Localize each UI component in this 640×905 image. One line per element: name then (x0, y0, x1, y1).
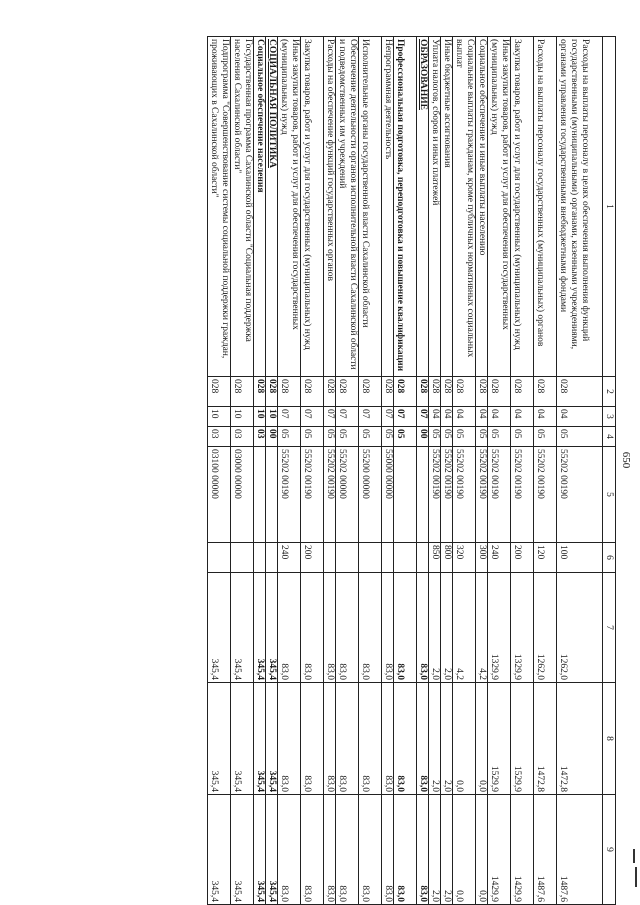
amount-cell-col7: 345,4 (208, 573, 231, 683)
table-row (266, 37, 278, 905)
expense-type-cell: 100 (557, 543, 603, 573)
amount-cell-col8: 345,4 (231, 683, 254, 795)
target-article-cell: 55202 00190 (324, 447, 336, 543)
expense-type-cell (382, 543, 394, 573)
expense-type-cell (208, 543, 231, 573)
target-article-cell: 55202 00000 (336, 447, 359, 543)
target-article-cell: 55000 00000 (382, 447, 394, 543)
amount-cell-col9: 2,0 (429, 795, 441, 905)
subsection-cell: 05 (534, 427, 557, 447)
table-row (453, 37, 476, 905)
amount-cell-col8: 83,0 (301, 683, 324, 795)
target-article-cell (394, 447, 417, 543)
section-cell: 04 (453, 407, 476, 427)
target-article-cell: 03000 00000 (231, 447, 254, 543)
header-row (603, 37, 616, 905)
target-article-cell: 55202 00190 (488, 447, 511, 543)
row-name-text: СОЦИАЛЬНАЯ ПОЛИТИКА (267, 39, 277, 168)
admin-code-cell: 028 (359, 377, 382, 407)
amount-cell-col8: 83,0 (382, 683, 394, 795)
subsection-cell: 03 (208, 427, 231, 447)
section-cell: 04 (557, 407, 603, 427)
section-cell: 04 (511, 407, 534, 427)
expense-type-cell: 120 (534, 543, 557, 573)
table-row (557, 37, 603, 905)
amount-cell-col8: 83,0 (278, 683, 301, 795)
amount-cell-col8: 83,0 (417, 683, 429, 795)
admin-code-cell: 028 (254, 377, 266, 407)
expense-type-cell: 300 (476, 543, 488, 573)
target-article-cell: 55202 00190 (511, 447, 534, 543)
subsection-cell: 05 (301, 427, 324, 447)
target-article-cell: 55202 00190 (534, 447, 557, 543)
target-article-cell (417, 447, 429, 543)
amount-cell-col8: 345,4 (254, 683, 266, 795)
expense-type-cell: 240 (278, 543, 301, 573)
row-name-text: Непрограммная деятельность (383, 39, 393, 160)
section-cell: 07 (278, 407, 301, 427)
amount-cell-col9: 83,0 (336, 795, 359, 905)
amount-cell-col9: 345,4 (266, 795, 278, 905)
expense-type-cell (324, 543, 336, 573)
table-row (382, 37, 394, 905)
amount-cell-col8: 83,0 (324, 683, 336, 795)
section-cell: 07 (382, 407, 394, 427)
row-name-text: Подпрограмма "Совершенствование системы социальной поддержки граждан, проживающих в Сахалинской области" (209, 39, 230, 359)
row-name-text: Профессиональная подготовка, переподготовка и повышение квалификации (395, 39, 405, 372)
section-cell: 10 (266, 407, 278, 427)
table-row (429, 37, 441, 905)
amount-cell-col9: 345,4 (231, 795, 254, 905)
table-row (394, 37, 417, 905)
section-cell: 10 (254, 407, 266, 427)
table-row (476, 37, 488, 905)
admin-code-cell: 028 (429, 377, 441, 407)
admin-code-cell: 028 (382, 377, 394, 407)
expense-type-cell: 200 (511, 543, 534, 573)
table-row (511, 37, 534, 905)
amount-cell-col7: 83,0 (382, 573, 394, 683)
amount-cell-col7: 345,4 (254, 573, 266, 683)
amount-cell-col7: 83,0 (336, 573, 359, 683)
subsection-cell: 05 (359, 427, 382, 447)
table-row (208, 37, 231, 905)
amount-cell-col7: 2,0 (441, 573, 453, 683)
row-name-cell (488, 37, 511, 377)
target-article-cell (254, 447, 266, 543)
row-name-cell (476, 37, 488, 377)
admin-code-cell: 028 (557, 377, 603, 407)
expense-type-cell: 240 (488, 543, 511, 573)
section-cell: 10 (231, 407, 254, 427)
target-article-cell: 03100 00000 (208, 447, 231, 543)
amount-cell-col7: 83,0 (278, 573, 301, 683)
row-name-text: Расходы на выплаты персоналу государственных (муниципальных) органов (535, 39, 545, 347)
target-article-cell: 55202 00190 (278, 447, 301, 543)
section-cell: 07 (324, 407, 336, 427)
row-name-cell (324, 37, 336, 377)
row-name-text: Социальные выплаты гражданам, кроме публичных нормативных социальных выплат (454, 39, 475, 358)
amount-cell-col9: 1429,9 (511, 795, 534, 905)
section-cell: 04 (441, 407, 453, 427)
amount-cell-col7: 4,2 (453, 573, 476, 683)
table-row (441, 37, 453, 905)
expense-type-cell (254, 543, 266, 573)
amount-cell-col9: 83,0 (324, 795, 336, 905)
amount-cell-col9: 345,4 (208, 795, 231, 905)
amount-cell-col9: 1487,6 (557, 795, 603, 905)
admin-code-cell: 028 (394, 377, 417, 407)
column-header: 1 (603, 37, 616, 377)
subsection-cell: 03 (231, 427, 254, 447)
budget-table (207, 36, 616, 905)
table-row (336, 37, 359, 905)
subsection-cell: 05 (511, 427, 534, 447)
row-name-cell (453, 37, 476, 377)
row-name-cell (208, 37, 231, 377)
amount-cell-col9: 83,0 (359, 795, 382, 905)
admin-code-cell: 028 (534, 377, 557, 407)
subsection-cell: 05 (557, 427, 603, 447)
admin-code-cell: 028 (441, 377, 453, 407)
admin-code-cell: 028 (266, 377, 278, 407)
subsection-cell: 00 (417, 427, 429, 447)
expense-type-cell (266, 543, 278, 573)
row-name-text: Социальное обеспечение населения (255, 39, 265, 193)
admin-code-cell: 028 (324, 377, 336, 407)
row-name-text: ОБРАЗОВАНИЕ (418, 39, 428, 110)
row-name-text: Исполнительные органы государственной власти Сахалинской области (360, 39, 370, 328)
amount-cell-col7: 1262,0 (557, 573, 603, 683)
column-header: 6 (603, 543, 616, 573)
row-name-cell (511, 37, 534, 377)
amount-cell-col8: 1472,8 (557, 683, 603, 795)
subsection-cell: 05 (382, 427, 394, 447)
target-article-cell: 55202 00190 (429, 447, 441, 543)
expense-type-cell (231, 543, 254, 573)
amount-cell-col9: 0,0 (453, 795, 476, 905)
row-name-text: Обеспечение деятельности органов исполнительной власти Сахалинской области и подведомственных им учреждений (337, 39, 358, 370)
admin-code-cell: 028 (231, 377, 254, 407)
amount-cell-col7: 345,4 (266, 573, 278, 683)
table-row (301, 37, 324, 905)
target-article-cell: 55200 00000 (359, 447, 382, 543)
row-name-cell (336, 37, 359, 377)
subsection-cell: 03 (254, 427, 266, 447)
amount-cell-col7: 83,0 (324, 573, 336, 683)
row-name-text: Иные закупки товаров, работ и услуг для обеспечения государственных (муниципальных) нужд (489, 39, 510, 330)
target-article-cell: 55202 00190 (301, 447, 324, 543)
amount-cell-col9: 83,0 (394, 795, 417, 905)
amount-cell-col7: 83,0 (417, 573, 429, 683)
expense-type-cell (417, 543, 429, 573)
section-cell: 07 (301, 407, 324, 427)
row-name-cell (278, 37, 301, 377)
subsection-cell: 05 (429, 427, 441, 447)
amount-cell-col9: 83,0 (278, 795, 301, 905)
table-row (359, 37, 382, 905)
amount-cell-col8: 83,0 (359, 683, 382, 795)
row-name-cell (254, 37, 266, 377)
row-name-text: Расходы на обеспечение функций государственных органов (325, 39, 335, 281)
target-article-cell: 55202 00190 (476, 447, 488, 543)
column-header: 5 (603, 447, 616, 543)
table-body (208, 37, 616, 905)
amount-cell-col8: 83,0 (394, 683, 417, 795)
table-row (278, 37, 301, 905)
admin-code-cell: 028 (488, 377, 511, 407)
row-name-cell (441, 37, 453, 377)
column-header: 9 (603, 795, 616, 905)
amount-cell-col9: 83,0 (382, 795, 394, 905)
subsection-cell: 05 (453, 427, 476, 447)
subsection-cell: 05 (488, 427, 511, 447)
admin-code-cell: 028 (301, 377, 324, 407)
admin-code-cell: 028 (208, 377, 231, 407)
amount-cell-col7: 2,0 (429, 573, 441, 683)
admin-code-cell: 028 (476, 377, 488, 407)
admin-code-cell: 028 (511, 377, 534, 407)
page-number: 650 (620, 451, 632, 469)
column-header: 4 (603, 427, 616, 447)
target-article-cell: 55202 00190 (453, 447, 476, 543)
target-article-cell: 55202 00190 (557, 447, 603, 543)
row-name-text: Закупка товаров, работ и услуг для государственных (муниципальных) нужд (302, 39, 312, 350)
subsection-cell: 05 (441, 427, 453, 447)
amount-cell-col7: 83,0 (359, 573, 382, 683)
amount-cell-col7: 1329,9 (511, 573, 534, 683)
expense-type-cell: 800 (441, 543, 453, 573)
amount-cell-col7: 1262,0 (534, 573, 557, 683)
subsection-cell: 05 (278, 427, 301, 447)
row-name-cell (266, 37, 278, 377)
row-name-cell (534, 37, 557, 377)
amount-cell-col9: 0,0 (476, 795, 488, 905)
section-cell: 04 (488, 407, 511, 427)
section-cell: 04 (534, 407, 557, 427)
row-name-cell (301, 37, 324, 377)
amount-cell-col8: 1529,9 (511, 683, 534, 795)
amount-cell-col9: 83,0 (417, 795, 429, 905)
column-header: 8 (603, 683, 616, 795)
scan-artifact (631, 849, 637, 889)
amount-cell-col8: 345,4 (266, 683, 278, 795)
table-row (417, 37, 429, 905)
row-name-cell (382, 37, 394, 377)
amount-cell-col7: 83,0 (301, 573, 324, 683)
amount-cell-col8: 1472,8 (534, 683, 557, 795)
row-name-cell (231, 37, 254, 377)
subsection-cell: 05 (324, 427, 336, 447)
target-article-cell: 55202 00190 (441, 447, 453, 543)
column-header: 2 (603, 377, 616, 407)
table-row (534, 37, 557, 905)
table-row (488, 37, 511, 905)
subsection-cell: 00 (266, 427, 278, 447)
expense-type-cell (336, 543, 359, 573)
admin-code-cell: 028 (278, 377, 301, 407)
row-name-cell (429, 37, 441, 377)
amount-cell-col9: 345,4 (254, 795, 266, 905)
row-name-cell (359, 37, 382, 377)
amount-cell-col8: 83,0 (336, 683, 359, 795)
row-name-cell (557, 37, 603, 377)
amount-cell-col8: 0,0 (453, 683, 476, 795)
table-row (324, 37, 336, 905)
amount-cell-col8: 2,0 (429, 683, 441, 795)
column-header: 7 (603, 573, 616, 683)
expense-type-cell: 850 (429, 543, 441, 573)
section-cell: 07 (394, 407, 417, 427)
column-header: 3 (603, 407, 616, 427)
admin-code-cell: 028 (453, 377, 476, 407)
section-cell: 07 (336, 407, 359, 427)
row-name-cell (417, 37, 429, 377)
amount-cell-col7: 4,2 (476, 573, 488, 683)
admin-code-cell: 028 (336, 377, 359, 407)
amount-cell-col8: 1529,9 (488, 683, 511, 795)
amount-cell-col7: 1329,9 (488, 573, 511, 683)
row-name-text: Уплата налогов, сборов и иных платежей (430, 39, 440, 206)
amount-cell-col9: 83,0 (301, 795, 324, 905)
amount-cell-col7: 345,4 (231, 573, 254, 683)
subsection-cell: 05 (394, 427, 417, 447)
amount-cell-col8: 2,0 (441, 683, 453, 795)
row-name-text: Иные бюджетные ассигнования (442, 39, 452, 168)
row-name-text: Иные закупки товаров, работ и услуг для обеспечения государственных (муниципальных) нужд (279, 39, 300, 330)
row-name-text: Государственная программа Сахалинской области "Социальная поддержка населения Сахалинской области" (232, 39, 253, 342)
section-cell: 07 (359, 407, 382, 427)
amount-cell-col9: 1487,6 (534, 795, 557, 905)
expense-type-cell: 320 (453, 543, 476, 573)
subsection-cell: 05 (336, 427, 359, 447)
section-cell: 04 (429, 407, 441, 427)
expense-type-cell: 200 (301, 543, 324, 573)
section-cell: 07 (417, 407, 429, 427)
amount-cell-col9: 1429,9 (488, 795, 511, 905)
section-cell: 10 (208, 407, 231, 427)
target-article-cell (266, 447, 278, 543)
row-name-text: Расходы на выплаты персоналу в целях обеспечения выполнения функций государственными (муниципальными) органами, казенными учреждениями, органами управления государственными внебюджетными фондами (558, 39, 590, 350)
admin-code-cell: 028 (417, 377, 429, 407)
section-cell: 04 (476, 407, 488, 427)
amount-cell-col8: 0,0 (476, 683, 488, 795)
table-row (231, 37, 254, 905)
subsection-cell: 05 (476, 427, 488, 447)
table-row (254, 37, 266, 905)
expense-type-cell (359, 543, 382, 573)
expense-type-cell (394, 543, 417, 573)
amount-cell-col7: 83,0 (394, 573, 417, 683)
amount-cell-col8: 345,4 (208, 683, 231, 795)
amount-cell-col9: 2,0 (441, 795, 453, 905)
row-name-cell (394, 37, 417, 377)
row-name-text: Социальное обеспечение и иные выплаты населению (477, 39, 487, 256)
row-name-text: Закупка товаров, работ и услуг для государственных (муниципальных) нужд (512, 39, 522, 350)
